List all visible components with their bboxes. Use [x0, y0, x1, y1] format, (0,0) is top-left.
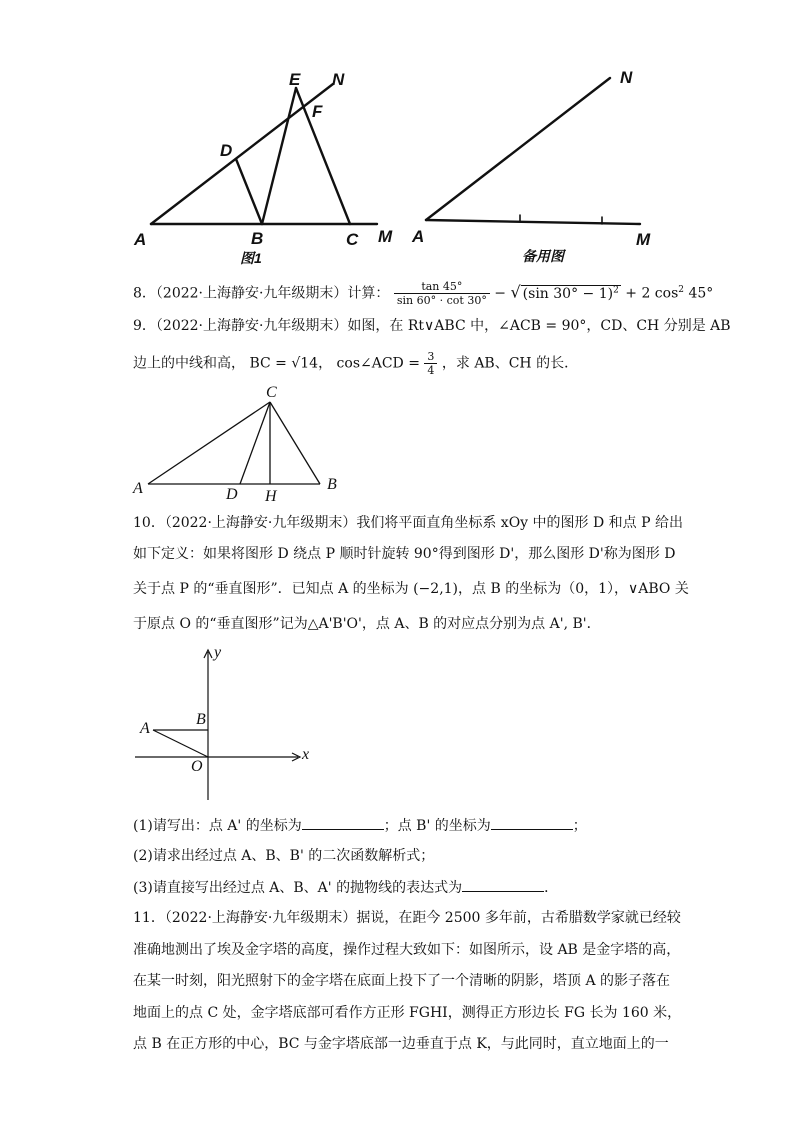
fig1-label-M: M [378, 227, 393, 246]
q9-line2-b: ，求 AB、CH 的长． [441, 355, 579, 372]
q8-plus-sq: 2 [678, 285, 684, 295]
backup-label-A: A [412, 227, 425, 246]
fig1-label-D: D [220, 141, 233, 160]
answer-blank-parabola[interactable] [462, 877, 544, 892]
q9-cos-num: 3 [424, 350, 437, 364]
q10-line2: 如下定义：如果将图形 D 绕点 P 顺时针旋转 90°得到图形 D'，那么图形 D'称为图形 D [133, 546, 676, 562]
q9-line2-a: 边上的中线和高， [133, 355, 245, 372]
q10-sub1-c: ； [572, 818, 587, 834]
q9-label-D: D [226, 486, 238, 503]
fig1-label-N: N [332, 70, 345, 89]
q9-cos-prefix: cos∠ACD = [336, 355, 420, 372]
q8-prefix: 8．（2022·上海静安·九年级期末）计算： [133, 285, 390, 302]
q10-sub3 [133, 877, 558, 898]
backup-caption: 备用图 [522, 248, 564, 264]
q10-sub2: (2)请求出经过点 A、B、B' 的二次函数解析式； [133, 848, 435, 864]
fig1-label-C: C [346, 230, 359, 249]
backup-label-M: M [636, 230, 651, 249]
fig1-label-A: A [134, 230, 147, 249]
fig1-caption: 图1 [240, 250, 262, 266]
q9-line2: 边上的中线和高， BC = √14， cos∠ACD = $\frac{3}{4}$ ，求 AB、CH 的长． [133, 350, 579, 377]
q11-line5: 点 B 在正方形的中心，BC 与金字塔底部一边垂直于点 K，与此同时，直立地面上的一 [133, 1036, 669, 1052]
q11-line4: 地面上的点 C 处，金字塔底部可看作方正形 FGHI，测得正方形边长 FG 长为 160 米， [133, 1005, 682, 1021]
q8-plus-term: + 2 cos [625, 285, 679, 302]
fig1-label-B: B [251, 229, 264, 248]
q11-line2: 准确地测出了埃及金字塔的高度，操作过程大致如下：如图所示，设 AB 是金字塔的高， [133, 942, 681, 958]
q10-sub1 [133, 815, 587, 836]
sqrt-icon: √ [510, 282, 521, 302]
q11-line1: 11．（2022·上海静安·九年级期末）据说，在距今 2500 多年前，古希腊数学家就已经较 [133, 910, 681, 926]
q10-line3: 关于点 P 的“垂直图形”．已知点 A 的坐标为 (−2,1)，点 B 的坐标为（0，1），∨ABO 关 [133, 581, 689, 597]
answer-blank-b-prime[interactable] [491, 815, 573, 830]
q10-label-B: B [196, 711, 206, 728]
q10-sub1-b: ；点 B' 的坐标为 [383, 818, 491, 834]
q8-plus-tail: 45° [684, 285, 714, 302]
q10-axis-x: x [302, 746, 310, 763]
q8-sqrt-content: (sin 30° − 1)$^2$ [522, 285, 619, 302]
q10-axis-y: y [214, 644, 222, 661]
q10-label-A: A [140, 720, 150, 737]
q8-frac-den: sin 60° · cot 30° [396, 294, 487, 308]
q9-cos-den: 4 [427, 364, 435, 377]
q10-label-O: O [191, 758, 203, 775]
q9-bc: BC = √14 [249, 355, 319, 372]
q9-label-B: B [327, 476, 337, 493]
q9-label-A: A [133, 480, 143, 497]
q11-line3: 在某一时刻，阳光照射下的金字塔在底面上投下了一个清晰的阴影，塔顶 A 的影子落在 [133, 973, 671, 989]
q10-line4: 于原点 O 的“垂直图形”记为△A'B'O'，点 A、B 的对应点分别为点 A', B'． [133, 616, 601, 632]
q9-label-C: C [266, 384, 277, 401]
q10-line1: 10．（2022·上海静安·九年级期末）我们将平面直角坐标系 xOy 中的图形 D 和点 P 给出 [133, 515, 683, 531]
q10-sub3-b: ． [544, 880, 559, 896]
q10-sub1-a: (1)请写出：点 A' 的坐标为 [133, 818, 302, 834]
q8-minus: − [494, 285, 507, 302]
fig1-label-E: E [289, 70, 301, 89]
answer-blank-a-prime[interactable] [302, 815, 384, 830]
fig1-label-F: F [312, 102, 323, 121]
q8-frac-num: tan 45° [394, 280, 490, 294]
q9-label-H: H [265, 488, 277, 505]
backup-label-N: N [620, 68, 633, 87]
q10-sub3-a: (3)请直接写出经过点 A、B、A' 的抛物线的表达式为 [133, 880, 463, 896]
q9-line1: 9．（2022·上海静安·九年级期末）如图，在 Rt∨ABC 中，∠ACB = 90°，CD、CH 分别是 AB [133, 318, 731, 334]
